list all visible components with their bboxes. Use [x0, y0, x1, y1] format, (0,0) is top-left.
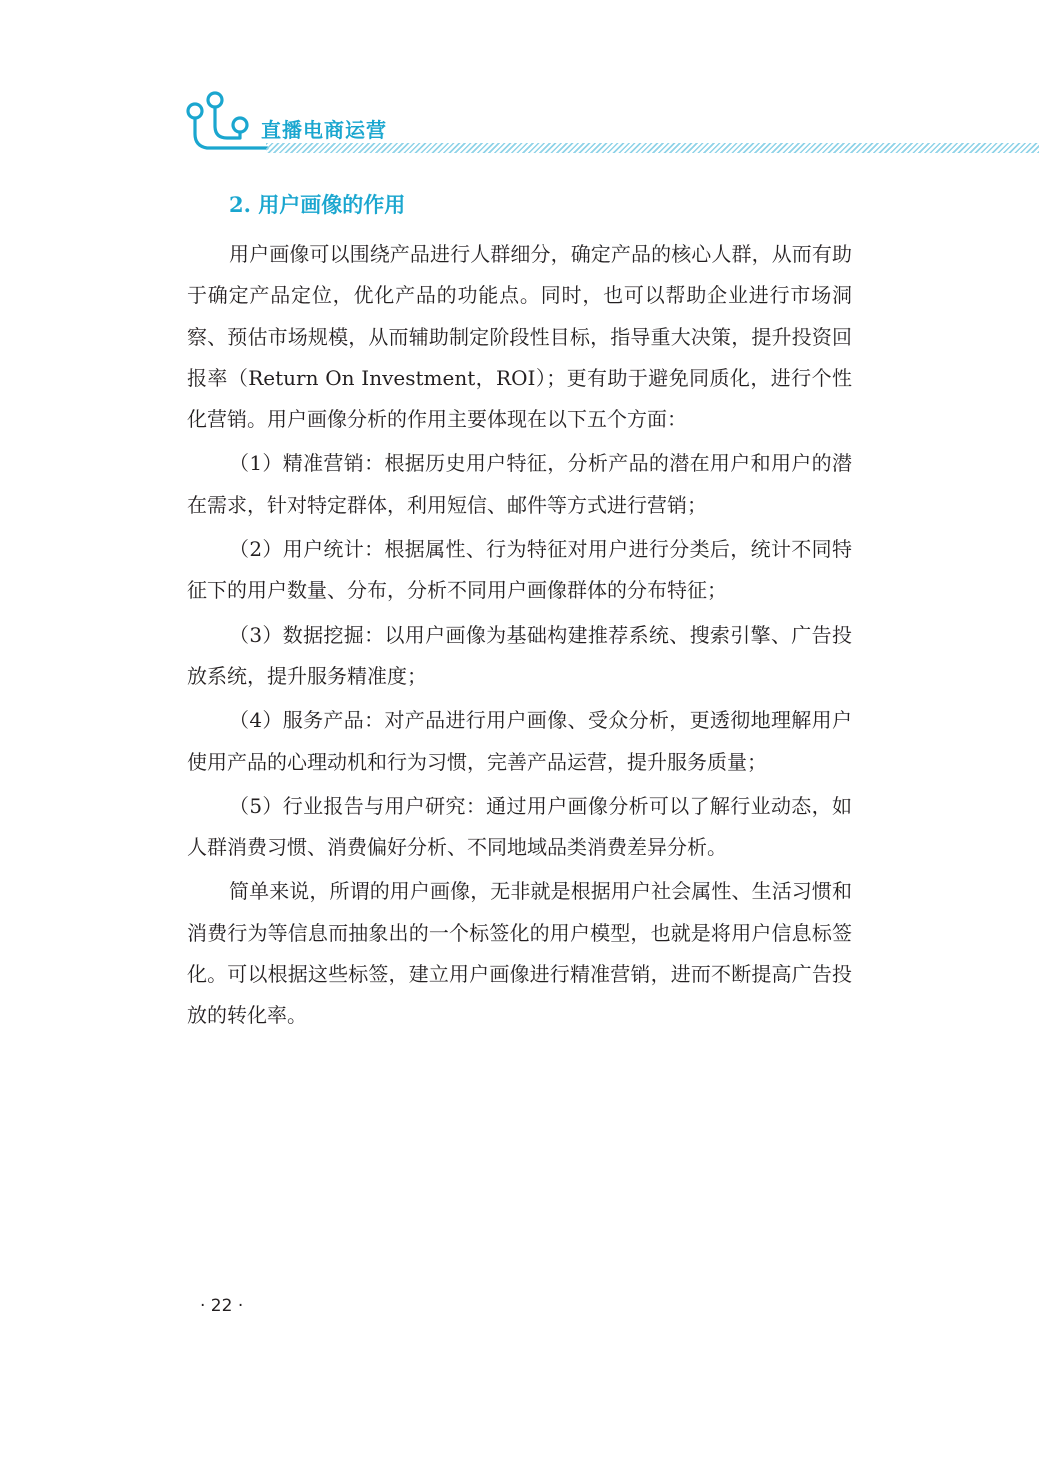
header-stripe-decoration [266, 143, 1039, 153]
book-title: 直播电商运营 [261, 118, 387, 142]
list-item-data-mining: （3）数据挖掘：以用户画像为基础构建推荐系统、搜索引擎、广告投放系统，提升服务精准度； [187, 622, 852, 688]
list-item-service-products: （4）服务产品：对产品进行用户画像、受众分析，更透彻地理解用户使用产品的心理动机和行为习惯，完善产品运营，提升服务质量； [187, 708, 852, 774]
main-content [187, 188, 852, 1037]
list-item-industry-report: （5）行业报告与用户研究：通过用户画像分析可以了解行业动态，如人群消费习惯、消费偏好分析、不同地域品类消费差异分析。 [187, 793, 852, 860]
intro-paragraph: 用户画像可以围绕产品进行人群细分，确定产品的核心人群，从而有助于确定产品定位，优化产品的功能点。同时，也可以帮助企业进行市场洞察、预估市场规模，从而辅助制定阶段性目标，指导重大决策，提升投资回报率（Return On Investment，ROI）；更有助于避免同质化，进行个性化营销。用户画像分析的作用主要体现在以下五个方面： [187, 242, 852, 432]
summary-paragraph: 简单来说，所谓的用户画像，无非就是根据用户社会属性、生活习惯和消费行为等信息而抽象出的一个标签化的用户模型，也就是将用户信息标签化。可以根据这些标签，建立用户画像进行精准营销，进而不断提高广告投放的转化率。 [187, 879, 852, 1028]
running-header [183, 86, 1039, 158]
list-item-precision-marketing: （1）精准营销：根据历史用户特征，分析产品的潜在用户和用户的潜在需求，针对特定群体，利用短信、邮件等方式进行营销； [187, 451, 852, 517]
section-heading: 2. 用户画像的作用 [229, 192, 406, 217]
circuit-nodes-icon [183, 86, 273, 158]
list-item-user-statistics: （2）用户统计：根据属性、行为特征对用户进行分类后，统计不同特征下的用户数量、分布，分析不同用户画像群体的分布特征； [187, 537, 852, 603]
page-number: · 22 · [200, 1296, 244, 1316]
